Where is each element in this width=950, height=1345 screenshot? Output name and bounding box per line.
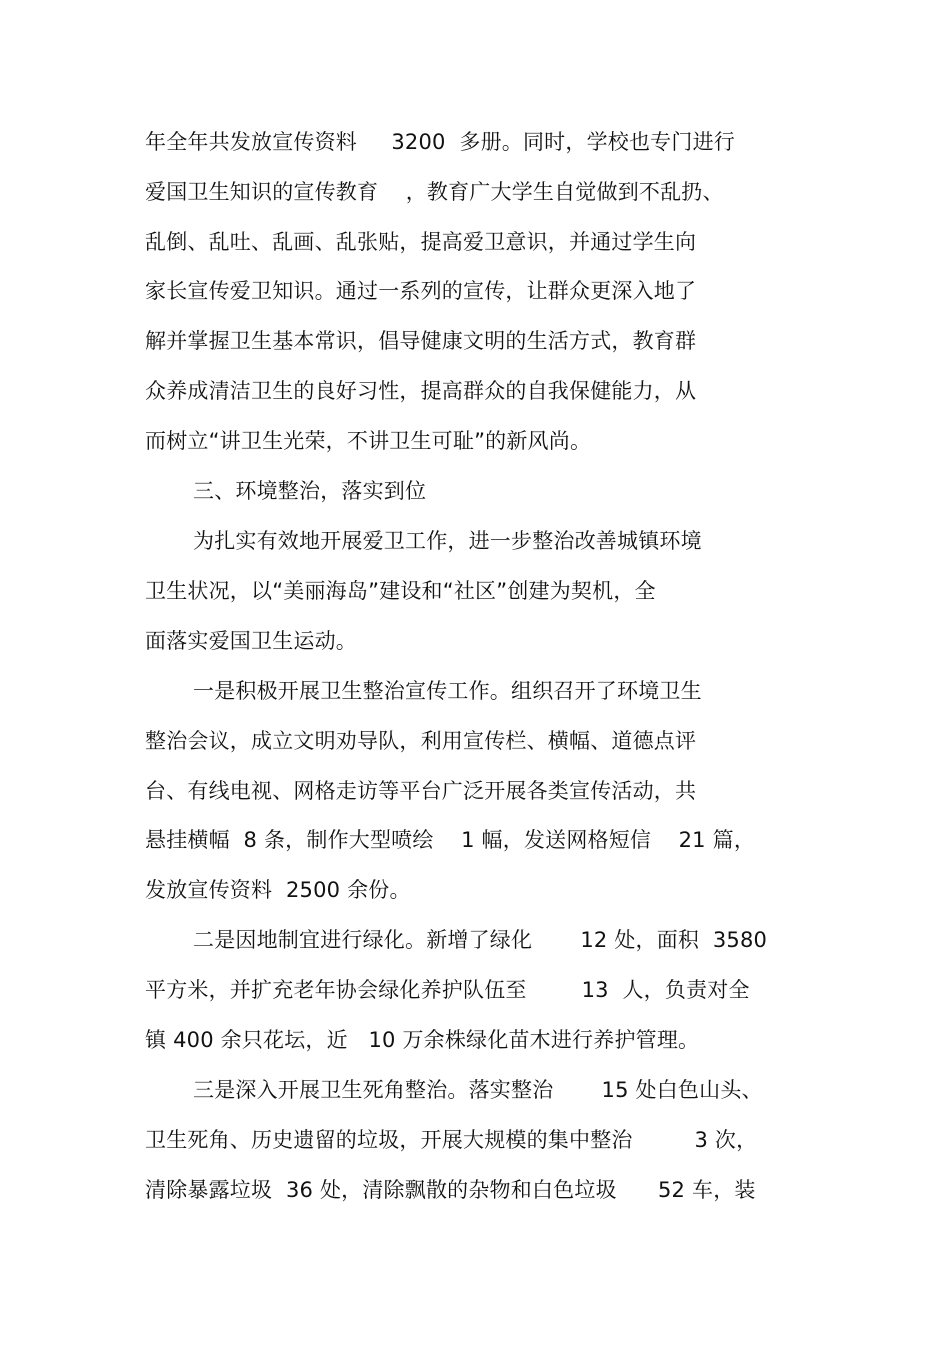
section-heading: 三、环境整治，落实到位 — [193, 479, 427, 503]
text-line: 台、有线电视、网格走访等平台广泛开展各类宣传活动，共 — [145, 779, 697, 803]
text-line: 面落实爱国卫生运动。 — [145, 629, 357, 653]
text-line: 为扎实有效地开展爱卫工作，进一步整治改善城镇环境 — [193, 529, 702, 553]
text-line: 一是积极开展卫生整治宣传工作。组织召开了环境卫生 — [193, 679, 702, 703]
text-line: 二是因地制宜进行绿化。新增了绿化 12 处，面积 3580 — [193, 928, 768, 952]
text-line: 年全年共发放宣传资料 3200 多册。同时，学校也专门进行 — [145, 130, 735, 154]
text-line: 爱国卫生知识的宣传教育 ，教育广大学生自觉做到不乱扔、 — [145, 180, 724, 204]
text-line: 三是深入开展卫生死角整治。落实整治 15 处白色山头、 — [193, 1078, 763, 1102]
text-line: 镇 400 余只花坛，近 10 万余株绿化苗木进行养护管理。 — [145, 1028, 700, 1052]
text-line: 而树立“讲卫生光荣，不讲卫生可耻”的新风尚。 — [145, 429, 592, 453]
text-line: 解并掌握卫生基本常识，倡导健康文明的生活方式，教育群 — [145, 329, 697, 353]
text-line: 发放宣传资料 2500 余份。 — [145, 878, 411, 902]
text-line: 乱倒、乱吐、乱画、乱张贴，提高爱卫意识，并通过学生向 — [145, 230, 697, 254]
text-line: 卫生状况，以“美丽海岛”建设和“社区”创建为契机，全 — [145, 579, 656, 603]
text-line: 众养成清洁卫生的良好习性，提高群众的自我保健能力，从 — [145, 379, 697, 403]
text-line: 清除暴露垃圾 36 处，清除飘散的杂物和白色垃圾 52 车，装 — [145, 1178, 756, 1202]
text-line: 整治会议，成立文明劝导队，利用宣传栏、横幅、道德点评 — [145, 729, 697, 753]
text-line: 家长宣传爱卫知识。通过一系列的宣传，让群众更深入地了 — [145, 279, 697, 303]
text-line: 平方米，并扩充老年协会绿化养护队伍至 13 人，负责对全 — [145, 978, 750, 1002]
text-line: 卫生死角、历史遗留的垃圾，开展大规模的集中整治 3 次， — [145, 1128, 758, 1152]
text-line: 悬挂横幅 8 条，制作大型喷绘 1 幅，发送网格短信 21 篇， — [145, 828, 756, 852]
